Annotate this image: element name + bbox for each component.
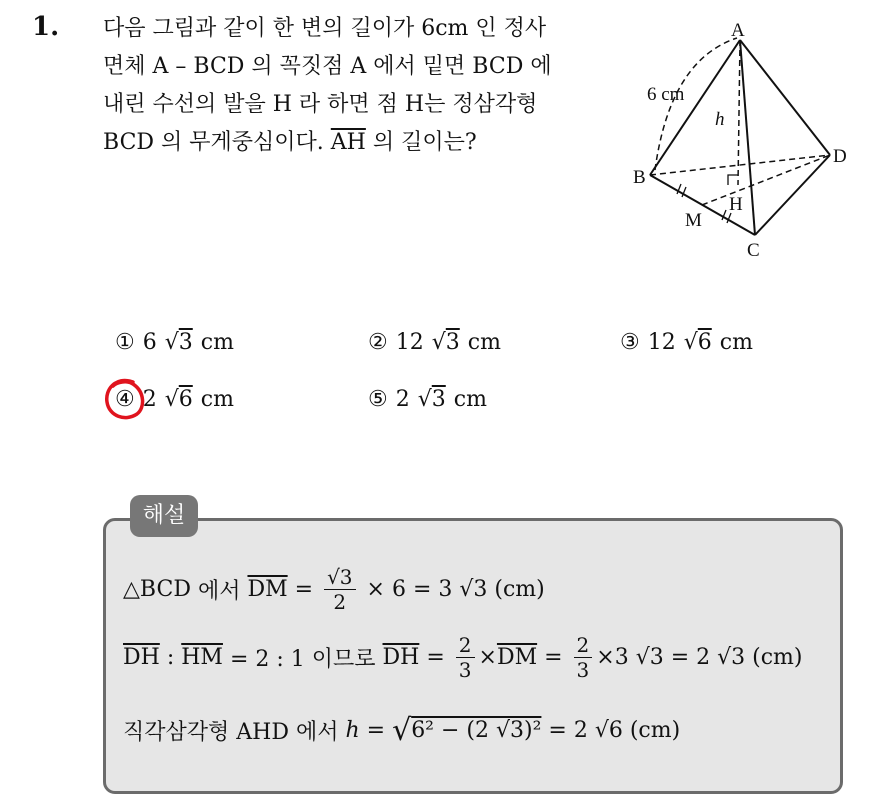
fraction-numerator: 2 — [456, 633, 475, 658]
choice-5[interactable]: ⑤ 2 √3 cm — [368, 387, 487, 412]
choice-4-coef: 2 — [142, 387, 157, 412]
label-a: A — [731, 20, 745, 41]
choice-4[interactable]: ④ 2 √6 cm — [115, 387, 234, 412]
times-sign: × — [478, 645, 497, 670]
choice-2-coef: 12 — [395, 330, 424, 355]
label-b: B — [633, 167, 646, 188]
question-line-2: 면체 A – BCD 의 꼭짓점 A 에서 밑면 BCD 에 — [103, 54, 552, 79]
choice-1-unit: cm — [200, 330, 234, 355]
variable-h: h — [345, 718, 360, 743]
solution-line-2-eq2: = — [537, 645, 570, 670]
fraction-numerator: √3 — [324, 565, 355, 590]
question-text — [103, 10, 623, 162]
solution-line-1-text: 에서 — [190, 579, 248, 604]
edge-cd — [755, 155, 830, 235]
segment-dh-2: $\overline{DH}$ — [382, 645, 420, 670]
segment-dh: $\overline{DH}$ — [123, 645, 160, 670]
question-line-3: 내린 수선의 발을 H 라 하면 점 H는 정삼각형 — [103, 92, 538, 117]
choice-5-number: ⑤ — [368, 387, 388, 412]
solution-line-3-rest: = 2 √6 (cm) — [541, 718, 681, 743]
ratio-text: = 2 : 1 이므로 — [222, 647, 383, 672]
choice-2-unit: cm — [467, 330, 501, 355]
question-line-4 — [103, 124, 623, 162]
question-line-4-text: BCD 의 무게중심이다. — [103, 130, 331, 155]
segment-ah: $\overline{AH}$ — [330, 130, 366, 155]
median-md — [702, 155, 830, 205]
solution-line-2-eq: = — [419, 645, 452, 670]
fraction-2-over-3-b — [574, 633, 593, 682]
choice-1-coef: 6 — [142, 330, 157, 355]
tetrahedron-figure — [625, 20, 865, 265]
answer-circle-mark — [103, 376, 147, 424]
label-h-height: h — [715, 109, 725, 130]
choice-4-number: ④ — [115, 387, 135, 412]
choice-1-radicand: 3 — [178, 330, 193, 355]
sqrt-radicand: 6² − (2 √3)² — [411, 718, 542, 743]
label-h-point: H — [729, 194, 743, 215]
fraction-2-over-3 — [456, 633, 475, 682]
label-d: D — [833, 146, 847, 167]
fraction-sqrt3-over-2 — [324, 565, 355, 614]
solution-tag: 해설 — [130, 495, 198, 537]
choice-2-number: ② — [368, 330, 388, 355]
solution-line-1-rest: × 6 = 3 √3 (cm) — [359, 577, 545, 602]
segment-hm: $\overline{HM}$ — [181, 645, 223, 670]
choice-5-radicand: 3 — [431, 387, 446, 412]
fraction-numerator: 2 — [574, 633, 593, 658]
label-c: C — [747, 240, 760, 261]
solution-line-3-eq: = — [359, 718, 393, 743]
triangle-bcd: △BCD — [123, 577, 191, 602]
question-line-4-tail: 의 길이는? — [365, 130, 477, 155]
edge-ab — [650, 40, 740, 175]
question-line-1: 다음 그림과 같이 한 변의 길이가 6cm 인 정사 — [103, 16, 547, 41]
choice-2-radicand: 3 — [445, 330, 460, 355]
edge-bd-hidden — [650, 155, 830, 175]
choice-4-unit: cm — [200, 387, 234, 412]
choice-5-unit: cm — [453, 387, 487, 412]
choice-1[interactable]: ① 6 √3 cm — [115, 330, 234, 355]
choice-5-coef: 2 — [395, 387, 410, 412]
choice-2[interactable]: ② 12 √3 cm — [368, 330, 501, 355]
label-m: M — [685, 210, 702, 231]
choice-4-radicand: 6 — [178, 387, 193, 412]
solution-line-3 — [123, 713, 680, 748]
solution-line-3-text: 직각삼각형 AHD 에서 — [123, 720, 346, 745]
segment-dm-2: $\overline{DM}$ — [496, 645, 538, 670]
choice-3-number: ③ — [620, 330, 640, 355]
sqrt-sign: √ — [392, 713, 412, 748]
fraction-denominator: 3 — [458, 658, 472, 682]
fraction-denominator: 3 — [576, 658, 590, 682]
height-ah — [738, 40, 740, 185]
label-edge-length: 6 cm — [647, 84, 685, 105]
solution-line-1 — [123, 565, 545, 614]
question-number: 1. — [32, 12, 60, 42]
choice-3-radicand: 6 — [697, 330, 712, 355]
segment-dm: $\overline{DM}$ — [247, 577, 288, 602]
fraction-denominator: 2 — [333, 590, 347, 614]
edge-ad — [740, 40, 830, 155]
choice-1-number: ① — [115, 330, 135, 355]
solution-line-1-eq: = — [287, 577, 321, 602]
ratio-colon: : — [159, 645, 182, 670]
choice-3-coef: 12 — [647, 330, 676, 355]
choice-3[interactable]: ③ 12 √6 cm — [620, 330, 753, 355]
solution-line-2-rest: ×3 √3 = 2 √3 (cm) — [596, 645, 803, 670]
choice-3-unit: cm — [719, 330, 753, 355]
right-angle-mark — [728, 175, 738, 185]
solution-line-2 — [123, 633, 802, 682]
